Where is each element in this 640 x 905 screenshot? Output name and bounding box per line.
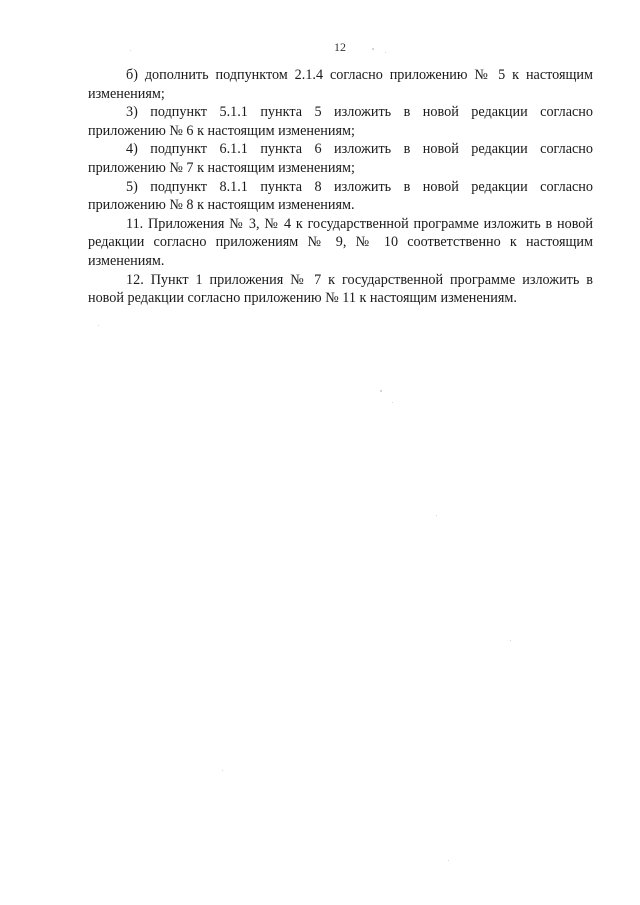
paragraph-b-subitem-2-1-4: б) дополнить подпунктом 2.1.4 согласно приложению № 5 к настоящим изменениям;: [88, 67, 593, 102]
scan-speck: [130, 50, 131, 51]
scan-speck: [222, 770, 223, 771]
paragraph-3-subitem-5-1-1: 3) подпункт 5.1.1 пункта 5 изложить в новой редакции согласно приложению № 6 к настоящим изменениям;: [88, 104, 593, 139]
paragraph-5-subitem-8-1-1: 5) подпункт 8.1.1 пункта 8 изложить в новой редакции согласно приложению № 8 к настоящим изменениям.: [88, 178, 593, 214]
page-number: 12: [334, 40, 346, 54]
scan-speck: [98, 325, 99, 326]
document-body: [88, 66, 593, 308]
scan-speck: [392, 402, 393, 403]
scan-speck: [372, 48, 374, 50]
scan-speck: [385, 52, 386, 53]
paragraph-4-subitem-6-1-1: 4) подпункт 6.1.1 пункта 6 изложить в новой редакции согласно приложению № 7 к настоящим изменениям;: [88, 141, 593, 176]
scan-speck: [510, 640, 511, 641]
scan-speck: [448, 860, 449, 861]
scan-speck: [380, 390, 382, 392]
paragraph-12-appendix-7: 12. Пункт 1 приложения № 7 к государственной программе изложить в новой редакции согласно приложению № 11 к настоящим изменениям.: [88, 271, 593, 307]
paragraph-11-appendices: 11. Приложения № 3, № 4 к государственной программе изложить в новой редакции согласно приложениям № 9, № 10 соответственно к настоящим изменениям.: [88, 215, 593, 269]
scan-speck: [436, 515, 437, 516]
